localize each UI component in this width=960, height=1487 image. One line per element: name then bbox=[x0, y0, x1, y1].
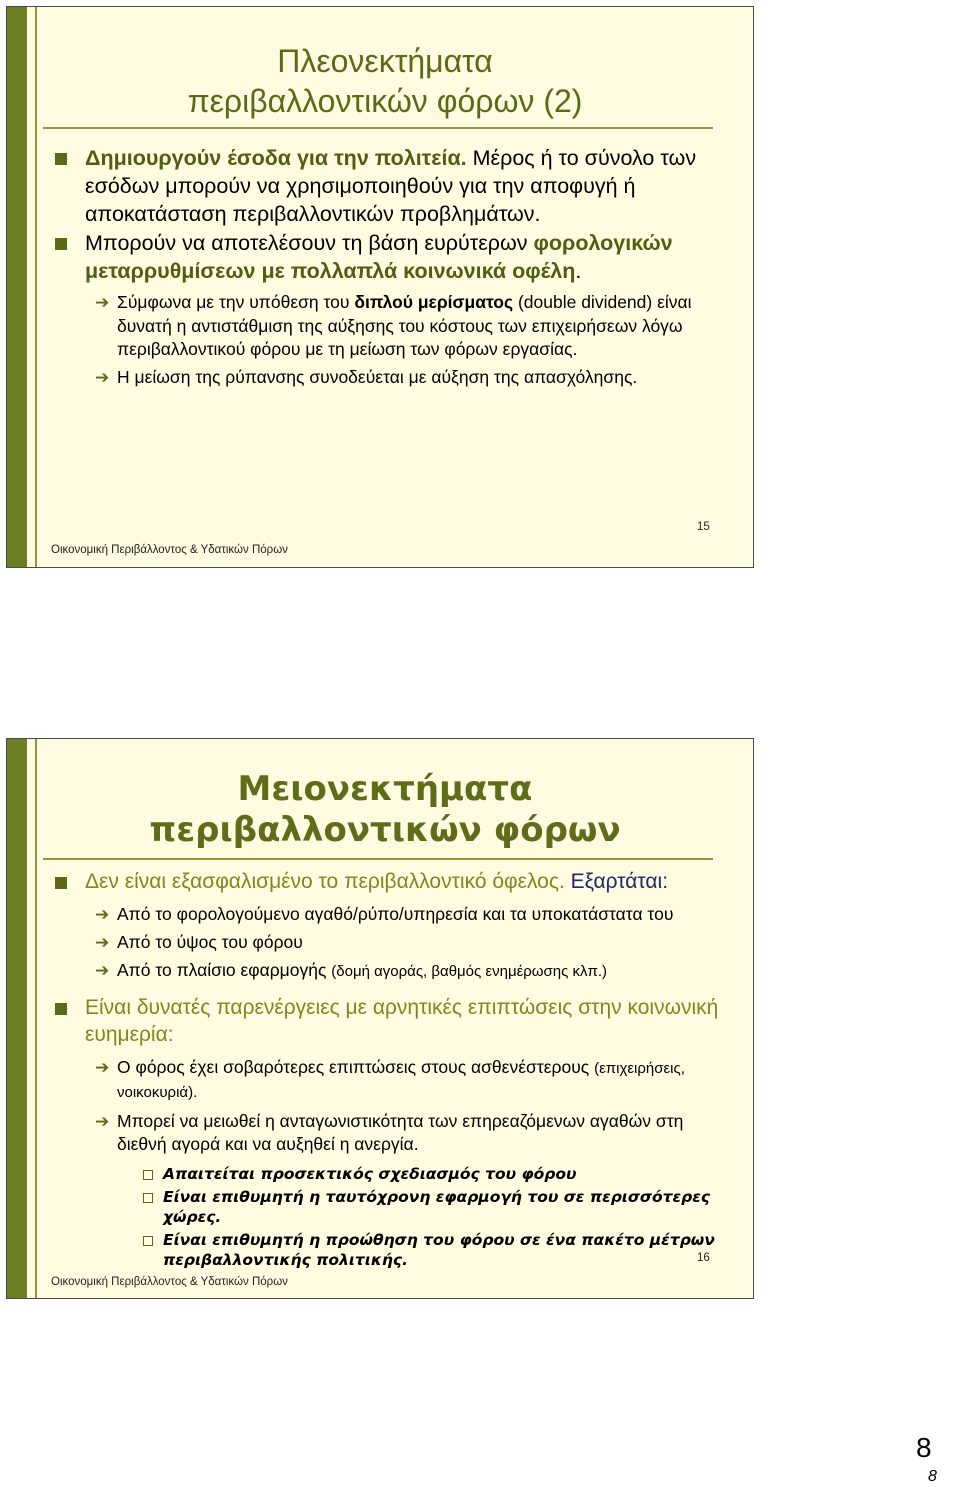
arrow-right-icon: ➔ bbox=[95, 1057, 110, 1077]
bullet-bold-text: Δημιουργούν έσοδα για την πολιτεία. bbox=[85, 146, 467, 170]
sub-bullet-employment bbox=[51, 366, 727, 390]
sub-bullet-competitiveness bbox=[51, 1110, 727, 1157]
slide-side-line bbox=[35, 7, 37, 567]
bullet-green-text: Είναι δυνατές παρενέργειες με αρνητικές επιπτώσεις στην κοινωνική ευημερία: bbox=[85, 995, 719, 1046]
arrow-right-icon: ➔ bbox=[95, 1111, 110, 1131]
slide-footer: Οικονομική Περιβάλλοντος & Υδατικών Πόρων bbox=[51, 544, 288, 556]
sub-small-text: (δομή αγοράς, βαθμός ενημέρωσης κλπ.) bbox=[331, 963, 608, 980]
title-line-2: περιβαλλοντικών φόρων (2) bbox=[187, 83, 583, 119]
sub3-text: Είναι επιθυμητή η ταυτόχρονη εφαρμογή του σε περισσότερες χώρες. bbox=[163, 1188, 711, 1226]
bullet-side-effects bbox=[51, 994, 727, 1048]
bullet-bold-text: φορολογικών μεταρρυθμίσεων με πολλαπλά κοινωνικά οφέλη bbox=[85, 231, 673, 283]
hollow-square-bullet-icon bbox=[143, 1170, 153, 1180]
sub-text: Από το φορολογούμενο αγαθό/ρύπο/υπηρεσία και τα υποκατάστατα του bbox=[117, 904, 674, 924]
title-line-1: Μειονεκτήματα bbox=[237, 769, 533, 809]
slide-title bbox=[47, 41, 723, 121]
sub-text: (double dividend) είναι δυνατή η αντιστάθμιση της αύξησης του κόστους των επιχειρήσεων λόγω περιβαλλοντικού φόρου με τη μείωση των φόρων εργασίας. bbox=[117, 292, 692, 359]
sub-small-text: (επιχειρήσεις, νοικοκυριά). bbox=[117, 1059, 685, 1101]
bullet-end: . bbox=[575, 259, 582, 283]
bullet-text: Μπορούν να αποτελέσουν τη βάση ευρύτερων bbox=[85, 231, 534, 255]
document-page-number: 8 bbox=[916, 1432, 932, 1463]
slide-title bbox=[47, 769, 723, 851]
title-line-2: περιβαλλοντικών φόρων bbox=[149, 810, 621, 850]
title-divider bbox=[43, 858, 713, 860]
hollow-square-bullet-icon bbox=[143, 1236, 153, 1246]
slide-number: 16 bbox=[697, 1252, 710, 1264]
bullet-text: Μέρος ή το σύνολο των εσόδων μπορούν να χρησιμοποιηθούν για την αποφυγή ή αποκατάσταση περιβαλλοντικών προβλημάτων. bbox=[85, 146, 697, 226]
slide-16 bbox=[6, 738, 754, 1299]
arrow-right-icon: ➔ bbox=[95, 961, 110, 980]
title-line-1: Πλεονεκτήματα bbox=[277, 43, 493, 79]
document-page-number-italic: 8 bbox=[928, 1468, 937, 1485]
bullet-green-text: Δεν είναι εξασφαλισμένο το περιβαλλοντικό όφελος. bbox=[85, 870, 565, 893]
sub3-item bbox=[51, 1231, 727, 1270]
bullet-tax-reform bbox=[51, 229, 727, 285]
sub-bullet-level bbox=[51, 931, 727, 955]
square-bullet-icon bbox=[55, 153, 67, 165]
sub-bullet-double-dividend bbox=[51, 291, 727, 362]
arrow-right-icon: ➔ bbox=[95, 932, 110, 952]
sub-bullet-weaker bbox=[51, 1056, 727, 1105]
sub-bullet-framework bbox=[51, 959, 727, 984]
sub3-item bbox=[51, 1165, 727, 1185]
slide-side-bar bbox=[7, 7, 27, 567]
sub3-text: Είναι επιθυμητή η προώθηση του φόρου σε ένα πακέτο μέτρων περιβαλλοντικής πολιτικής. bbox=[163, 1231, 715, 1269]
arrow-right-icon: ➔ bbox=[95, 905, 110, 924]
title-divider bbox=[43, 127, 713, 129]
slide-number: 15 bbox=[697, 521, 710, 533]
sub3-text: Απαιτείται προσεκτικός σχεδιασμός του φόρου bbox=[163, 1164, 577, 1183]
slide-side-bar bbox=[7, 739, 27, 1298]
bullet-benefit bbox=[51, 868, 727, 895]
slide-body bbox=[51, 868, 727, 1270]
sub-text: Από το πλαίσιο εφαρμογής bbox=[117, 960, 332, 980]
arrow-right-icon: ➔ bbox=[95, 367, 110, 387]
sub-text: Από το ύψος του φόρου bbox=[117, 931, 303, 952]
sub-text: Σύμφωνα με την υπόθεση του bbox=[117, 292, 355, 312]
sub-text: Ο φόρος έχει σοβαρότερες επιπτώσεις στους ασθενέστερους bbox=[117, 1056, 595, 1077]
sub-text: Μπορεί να μειωθεί η ανταγωνιστικότητα των επηρεαζόμενων αγαθών στη διεθνή αγορά και να αυξηθεί η ανεργία. bbox=[117, 1110, 684, 1154]
square-bullet-icon bbox=[55, 1003, 67, 1015]
slide-footer: Οικονομική Περιβάλλοντος & Υδατικών Πόρων bbox=[51, 1276, 288, 1288]
hollow-square-bullet-icon bbox=[143, 1193, 153, 1203]
square-bullet-icon bbox=[55, 877, 67, 889]
arrow-right-icon: ➔ bbox=[95, 293, 110, 312]
sub-bullet-good bbox=[51, 903, 727, 927]
slide-side-line bbox=[35, 739, 37, 1298]
sub3-item bbox=[51, 1188, 727, 1227]
square-bullet-icon bbox=[55, 238, 67, 250]
sub-bold-text: διπλού μερίσματος bbox=[354, 292, 514, 312]
bullet-revenue bbox=[51, 144, 727, 228]
bullet-blue-text: Εξαρτάται: bbox=[564, 870, 669, 893]
slide-15 bbox=[6, 6, 754, 568]
slide-body bbox=[51, 144, 727, 389]
sub-text: Η μείωση της ρύπανσης συνοδεύεται με αύξηση της απασχόλησης. bbox=[117, 366, 638, 387]
